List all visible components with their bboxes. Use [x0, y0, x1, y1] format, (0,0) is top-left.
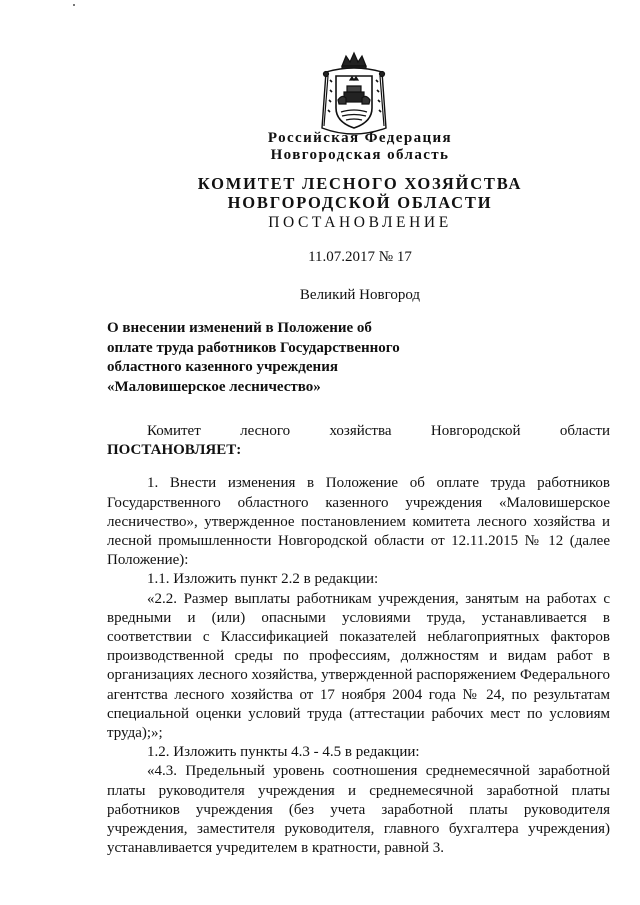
preamble-word: Комитет	[147, 423, 201, 439]
preamble-word: Новгородской	[430, 423, 521, 439]
preamble-word: хозяйства	[329, 423, 392, 439]
preamble-word: лесного	[240, 423, 291, 439]
committee-line-2: НОВГОРОДСКОЙ ОБЛАСТИ	[227, 193, 493, 212]
header-country-region	[0, 130, 640, 164]
subject-line-3: областного казенного учреждения	[107, 359, 338, 375]
document-subject	[107, 319, 427, 397]
quote-2-2: «2.2. Размер выплаты работникам учреждения, занятым на работах с вредными и (или) опасными условиями труда, устанавливается в соответствии с Классификацией показателей неблагоприятных факторов производственной среды по профессиям, должностям и видам работ в организациях лесного хозяйства, утвержденной распоряжением Федерального агентства лесного хозяйства от 17 ноября 2004 года № 24, по результатам специальной оценки условий труда (аттестации рабочих мест по условиям труда);»;	[107, 590, 610, 742]
city-name: Великий Новгород	[299, 287, 421, 303]
preamble	[107, 422, 610, 441]
coat-of-arms-emblem	[316, 50, 392, 140]
date-and-number: 11.07.2017 № 17	[308, 249, 412, 265]
scan-speck	[73, 4, 75, 6]
preamble-word: области	[559, 423, 610, 439]
region-name: Новгородская область	[270, 147, 450, 163]
country-name: Российская Федерация	[267, 130, 453, 146]
subject-line-1: О внесении изменений в Положение об	[107, 320, 372, 336]
subject-line-4: «Маловишерское лесничество»	[107, 378, 321, 395]
item-1-1: 1.1. Изложить пункт 2.2 в редакции:	[147, 571, 379, 588]
item-1: 1. Внести изменения в Положение об оплате труда работников Государственного областного казенного учреждения «Маловишерское лесничество», утвержденное постановлением комитета лесного хозяйства и лесной промышленности Новгородской области от 12.11.2015 № 12 (далее Положение):	[107, 475, 610, 569]
subject-line-2: оплате труда работников Государственного	[107, 339, 400, 356]
resolves-heading: ПОСТАНОВЛЯЕТ:	[107, 442, 242, 459]
quote-4-3: «4.3. Предельный уровень соотношения среднемесячной заработной платы руководителя учреждения и среднемесячной заработной платы работников учреждения (без учета заработной платы руководителя учреждения, заместителя руководителя, главного бухгалтера учреждения) устанавливается учредителем в кратности, равной 3.	[107, 763, 610, 857]
item-1-2: 1.2. Изложить пункты 4.3 - 4.5 в редакции:	[147, 744, 420, 761]
committee-line-1: КОМИТЕТ ЛЕСНОГО ХОЗЯЙСТВА	[197, 174, 523, 193]
document-type: ПОСТАНОВЛЕНИЕ	[268, 214, 452, 231]
committee-name	[0, 174, 640, 212]
document-body	[107, 422, 610, 858]
